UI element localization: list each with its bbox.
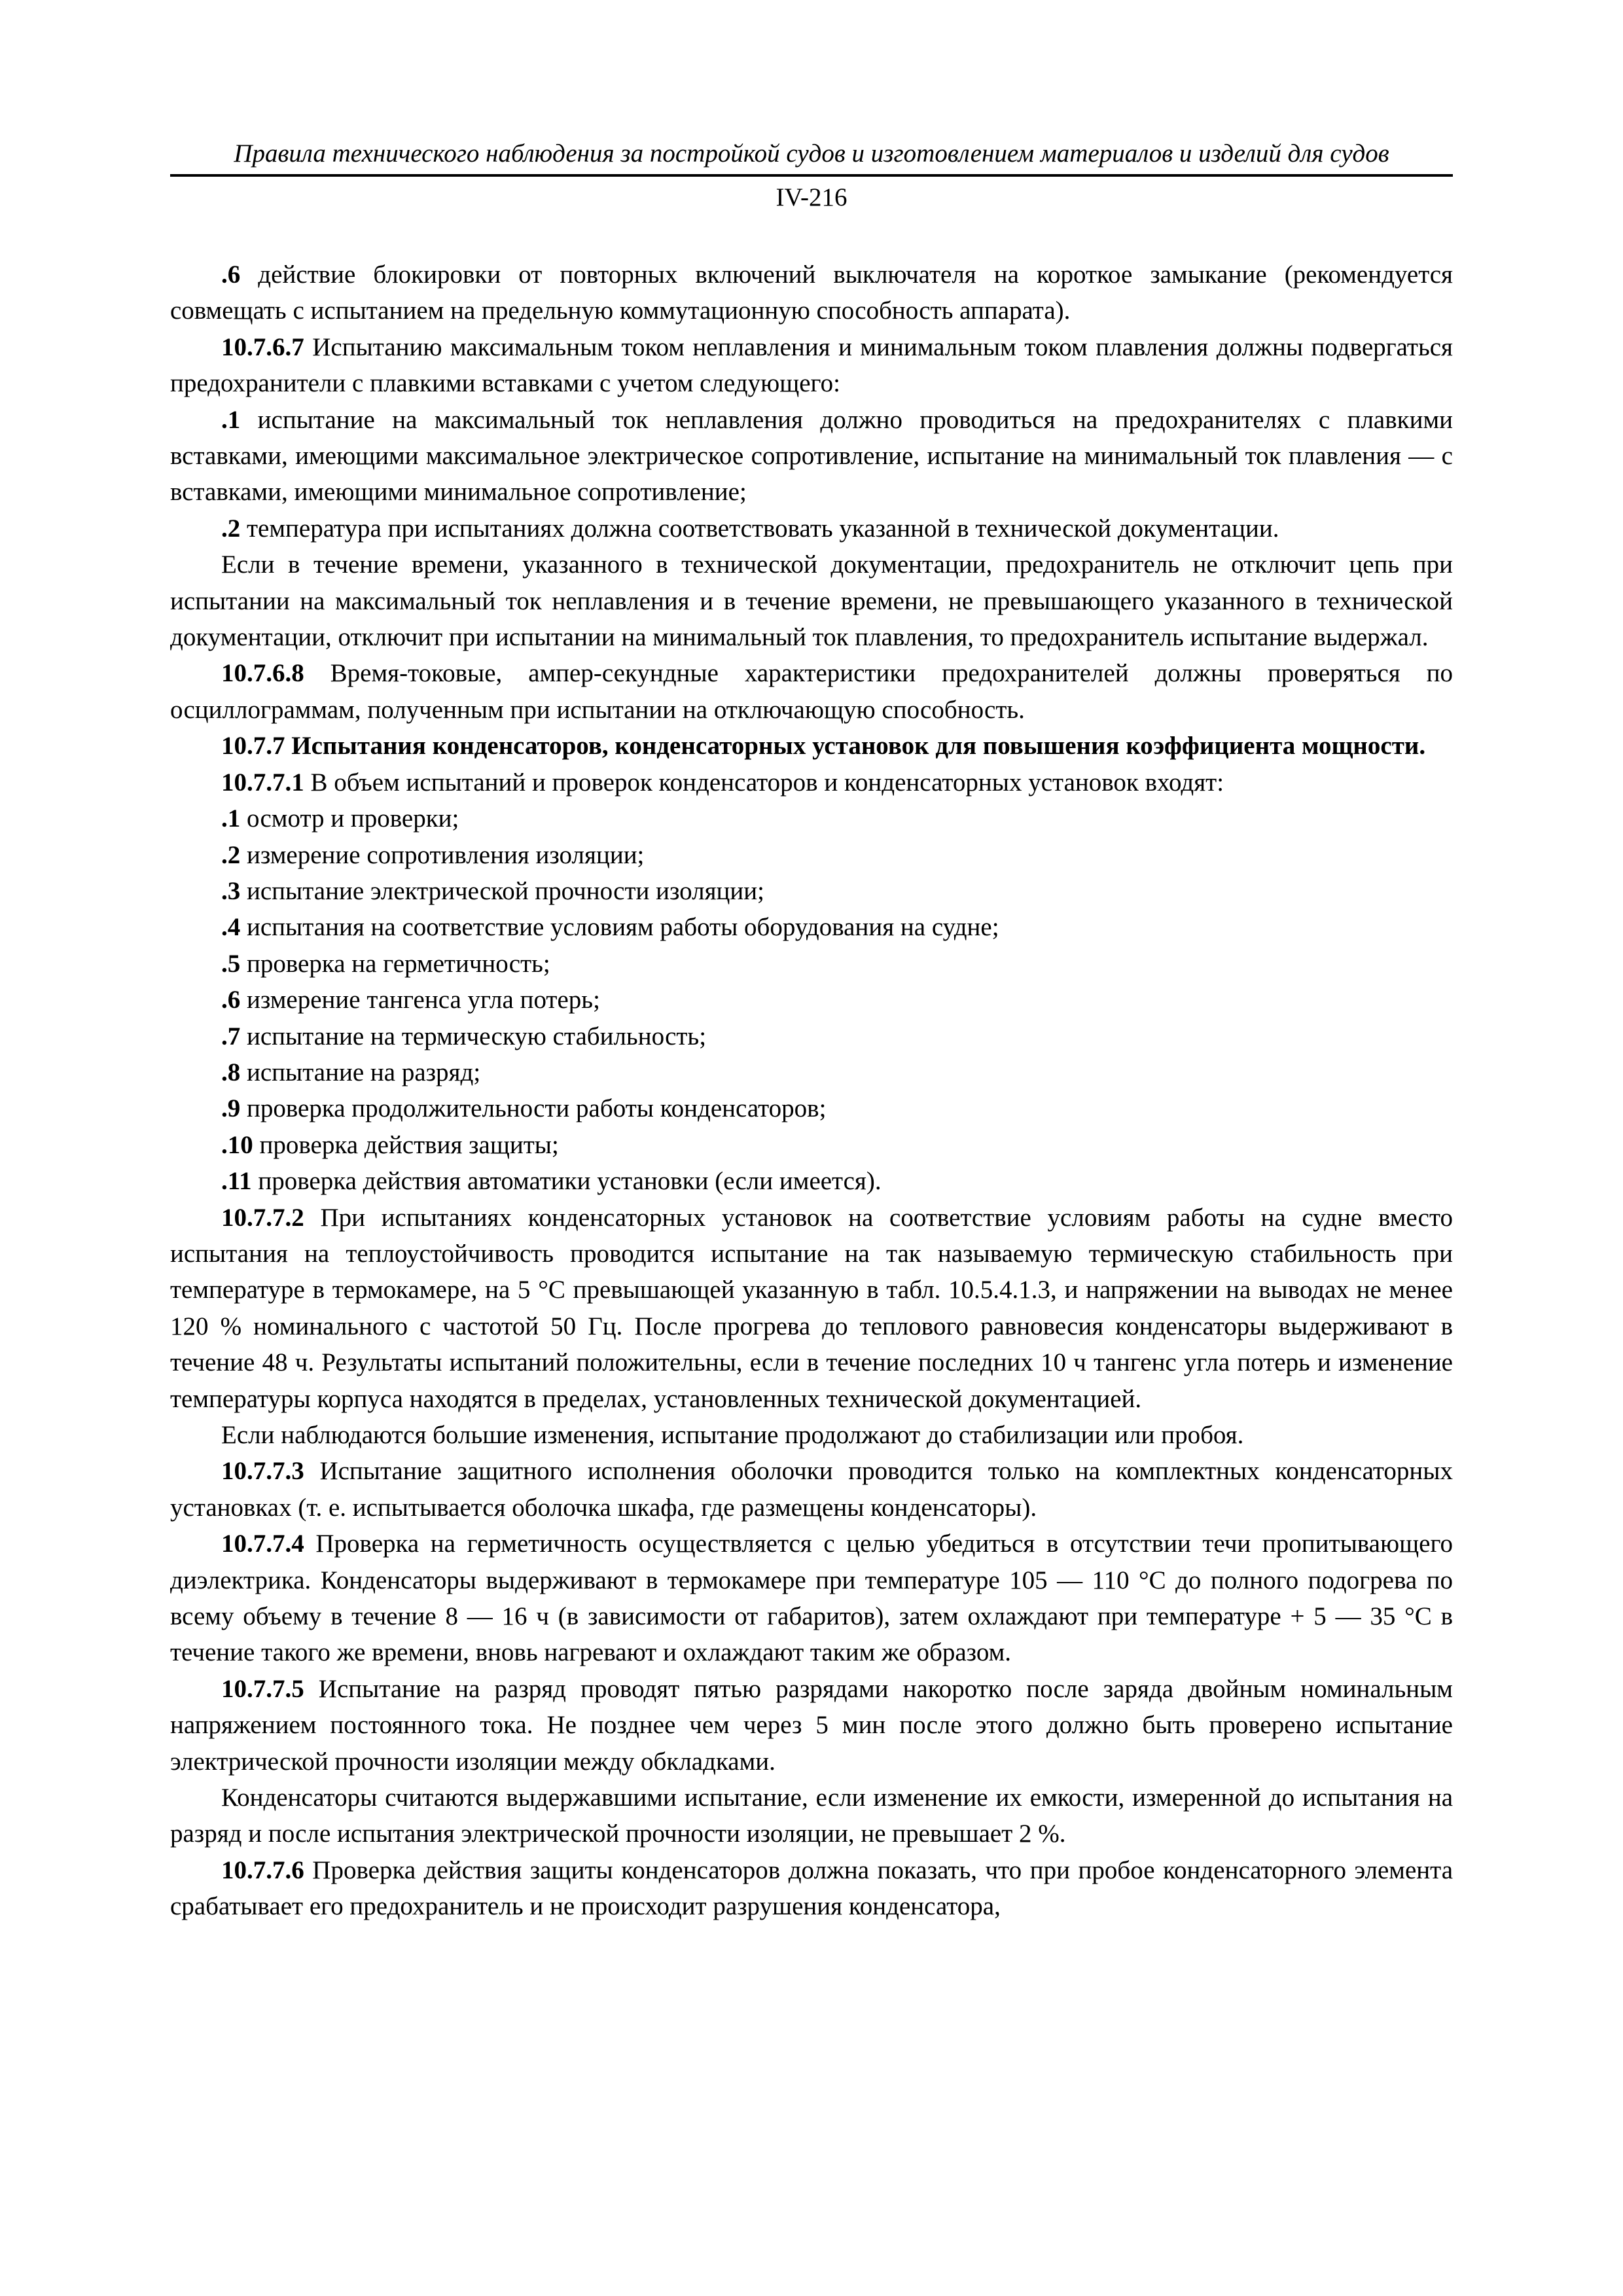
item-text: проверка на герметичность;	[240, 949, 550, 978]
page-header	[170, 137, 1453, 215]
item-text: проверка продолжительности работы конденсаторов;	[240, 1094, 827, 1123]
item-text: измерение сопротивления изоляции;	[240, 840, 645, 869]
clause-paragraph	[170, 1526, 1453, 1671]
item-number: .5	[221, 949, 241, 978]
list-item	[170, 982, 1453, 1018]
header-divider	[170, 174, 1453, 177]
item-number: .11	[221, 1167, 252, 1196]
item-text: испытание на максимальный ток неплавления должно проводиться на предохранителях с плавкими вставками, имеющими максимальное электрическое сопротивление, испытание на минимальный ток плавления — с вставками, имеющими минимальное сопротивление;	[170, 405, 1453, 507]
clause-number: 10.7.7.3	[221, 1457, 304, 1486]
item-text: испытания на соответствие условиям работы оборудования на судне;	[240, 913, 999, 942]
clause-number: 10.7.7.5	[221, 1674, 304, 1703]
running-header-title: Правила технического наблюдения за постройкой судов и изготовлением материалов и изделий для судов	[234, 139, 1389, 168]
clause-paragraph	[170, 764, 1453, 800]
item-number: .1	[221, 804, 241, 833]
item-text: действие блокировки от повторных включений выключателя на короткое замыкание (рекомендуется совмещать с испытанием на предельную коммутационную способность аппарата).	[170, 260, 1453, 325]
clause-text: Время-токовые, ампер-секундные характеристики предохранителей должны проверяться по осциллограммам, полученным при испытании на отключающую способность.	[170, 659, 1453, 724]
clause-text: Испытанию максимальным током неплавления и минимальным током плавления должны подвергаться предохранители с плавкими вставками с учетом следующего:	[170, 332, 1453, 398]
section-heading: 10.7.7 Испытания конденсаторов, конденсаторных установок для повышения коэффициента мощности.	[221, 732, 1426, 761]
list-item	[170, 873, 1453, 909]
list-item	[170, 837, 1453, 873]
body-paragraph: Если в течение времени, указанного в технической документации, предохранитель не отключит цепь при испытании на максимальный ток неплавления и в течение времени, не превышающего указанного в технической документации, отключит при испытании на минимальный ток плавления, то предохранитель испытание выдержал.	[170, 550, 1453, 652]
list-item	[170, 511, 1453, 547]
clause-number: 10.7.7.6	[221, 1856, 304, 1884]
body-paragraph: Если наблюдаются большие изменения, испытание продолжают до стабилизации или пробоя.	[221, 1421, 1244, 1449]
clause-number: 10.7.7.2	[221, 1203, 304, 1232]
item-text: измерение тангенса угла потерь;	[240, 986, 600, 1014]
list-item	[170, 257, 1453, 329]
list-item	[170, 1018, 1453, 1054]
clause-number: 10.7.7.1	[221, 768, 304, 797]
clause-paragraph	[170, 1453, 1453, 1526]
document-body	[170, 257, 1453, 1925]
item-number: .3	[221, 876, 241, 905]
list-item	[170, 1054, 1453, 1090]
item-number: .1	[221, 405, 241, 434]
clause-text: Испытание защитного исполнения оболочки проводится только на комплектных конденсаторных установках (т. е. испытывается оболочка шкафа, где размещены конденсаторы).	[170, 1457, 1453, 1522]
item-number: .10	[221, 1130, 253, 1159]
clause-text: Проверка действия защиты конденсаторов должна показать, что при пробое конденсаторного элемента срабатывает его предохранитель и не происходит разрушения конденсатора,	[170, 1856, 1453, 1921]
item-text: проверка действия автоматики установки (если имеется).	[251, 1167, 882, 1196]
list-item	[170, 1163, 1453, 1199]
clause-paragraph	[170, 329, 1453, 402]
clause-text: Проверка на герметичность осуществляется с целью убедиться в отсутствии течи пропитывающего диэлектрика. Конденсаторы выдерживают в термокамере при температуре 105 — 110 °С до полного подогрева по всему объему в течение 8 — 16 ч (в зависимости от габаритов), затем охлаждают при температуре + 5 — 35 °С в течение такого же времени, вновь нагревают и охлаждают таким же образом.	[170, 1530, 1453, 1667]
clause-paragraph	[170, 655, 1453, 728]
clause-paragraph	[170, 1852, 1453, 1925]
item-number: .7	[221, 1022, 241, 1050]
item-text: испытание электрической прочности изоляции;	[240, 876, 764, 905]
item-number: .6	[221, 986, 241, 1014]
clause-paragraph	[170, 1671, 1453, 1780]
list-item	[170, 800, 1453, 836]
item-text: проверка действия защиты;	[253, 1130, 559, 1159]
clause-text: При испытаниях конденсаторных установок на соответствие условиям работы на судне вместо испытания на теплоустойчивость проводится испытание на так называемую термическую стабильность при температуре в термокамере, на 5 °С превышающей указанную в табл. 10.5.4.1.3, и напряжении на выводах не менее 120 % номинального с частотой 50 Гц. После прогрева до теплового равновесия конденсаторы выдерживают в течение 48 ч. Результаты испытаний положительны, если в течение последних 10 ч тангенс угла потерь и изменение температуры корпуса находятся в пределах, установленных технической документацией.	[170, 1203, 1453, 1413]
item-number: .6	[221, 260, 241, 289]
item-text: температура при испытаниях должна соответствовать указанной в технической документации.	[240, 514, 1279, 543]
list-item	[170, 909, 1453, 945]
item-number: .4	[221, 913, 241, 942]
clause-text: В объем испытаний и проверок конденсаторов и конденсаторных установок входят:	[304, 768, 1224, 797]
body-paragraph: Конденсаторы считаются выдержавшими испытание, если изменение их емкости, измеренной до испытания на разряд и после испытания электрической прочности изоляции, не превышает 2 %.	[170, 1784, 1453, 1848]
clause-text: Испытание на разряд проводят пятью разрядами накоротко после заряда двойным номинальным напряжением постоянного тока. Не позднее чем через 5 мин после этого должно быть проверено испытание электрической прочности изоляции между обкладками.	[170, 1674, 1453, 1776]
list-item	[170, 1127, 1453, 1163]
clause-number: 10.7.6.7	[221, 332, 304, 361]
clause-number: 10.7.6.8	[221, 659, 304, 688]
item-number: .2	[221, 514, 241, 543]
item-text: испытание на термическую стабильность;	[240, 1022, 707, 1050]
list-item	[170, 1090, 1453, 1126]
item-text: испытание на разряд;	[240, 1058, 481, 1086]
clause-paragraph	[170, 1200, 1453, 1417]
list-item	[170, 946, 1453, 982]
page-number: IV-216	[776, 183, 847, 211]
clause-number: 10.7.7.4	[221, 1530, 304, 1558]
list-item	[170, 402, 1453, 511]
item-text: осмотр и проверки;	[240, 804, 459, 833]
item-number: .8	[221, 1058, 241, 1086]
item-number: .2	[221, 840, 241, 869]
item-number: .9	[221, 1094, 241, 1123]
